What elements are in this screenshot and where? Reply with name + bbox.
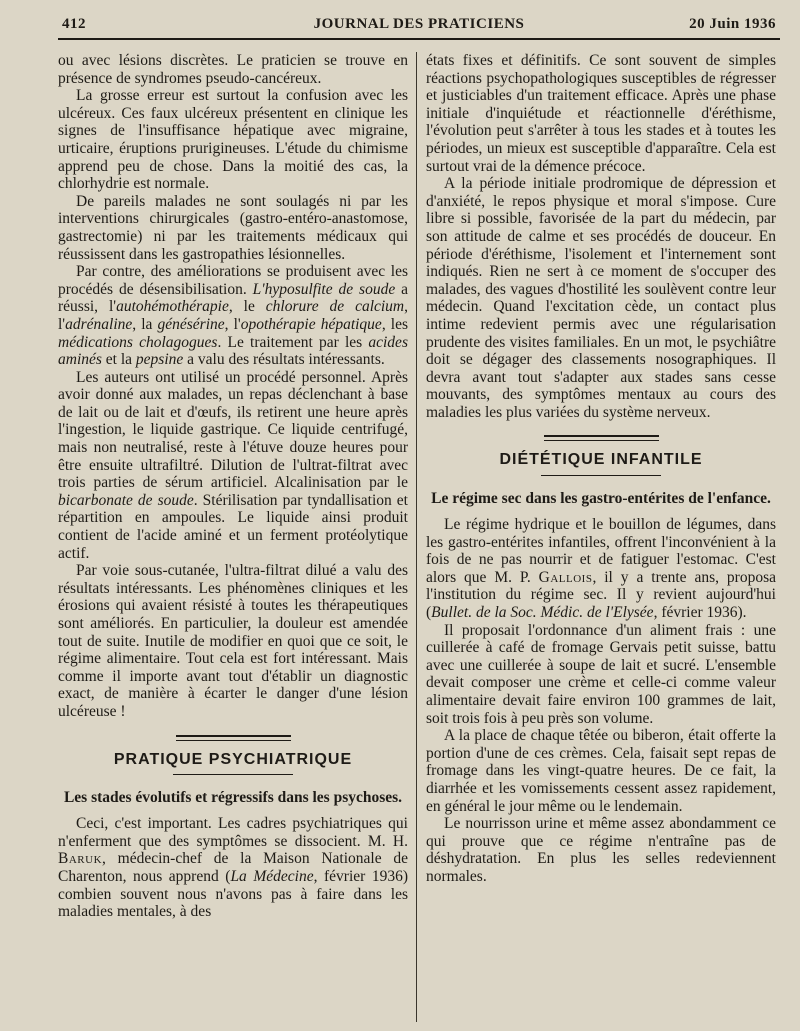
italic-term: adrénaline (65, 315, 133, 333)
article-title: Le régime sec dans les gastro-entérites de l'enfance. (431, 490, 771, 508)
column-divider (416, 52, 417, 1022)
italic-term: L'hyposulfite de soude (252, 280, 396, 298)
paragraph: Il proposait l'ordonnance d'un aliment frais : une cuillerée à café de fromage Gervais petit suisse, battu avec une cuillerée à soupe de lait et sucré. L'ensemble devait composer une crème et celle-ci comme valeur alimentaire devait faire environ 100 grammes de lait, soit trois fois à peu près son volume. (426, 621, 776, 727)
text-run: et la (101, 351, 136, 369)
paragraph (426, 516, 776, 622)
italic-term: autohémothérapie (116, 298, 229, 316)
italic-term: opothérapie hépatique (240, 315, 382, 333)
journal-citation: Bullet. de la Soc. Médic. de l'Elysée (431, 604, 654, 622)
text-run: , il y a trente ans, proposa l'institution du régime sec. Il y revient aujourd'hui ( (426, 568, 776, 622)
text-run: Par contre, des améliorations se produisent avec les procédés de désensibilisation. (58, 263, 408, 298)
italic-term: génésérine (157, 315, 225, 333)
paragraph (58, 263, 408, 369)
paragraph (58, 369, 408, 563)
page-number: 412 (62, 16, 86, 32)
paragraph: états fixes et définitifs. Ce sont souvent de simples réactions psychopathologiques susceptibles de régresser et justiciables d'un traitement efficace. Après une phase initiale d'inquiétude et réactionnelle d'éréthisme, l'évolution peut s'arrêter à tous les stades et à toutes les périodes, un mieux est susceptible d'apparaître. Cela est surtout vrai de la démence précoce. (426, 52, 776, 175)
italic-term: acides aminés (58, 333, 408, 369)
article-title: Les stades évolutifs et régressifs dans les psychoses. (63, 789, 403, 807)
text-run: . Stérilisation par tyndallisation et répartition en ampoules. Le liquide ainsi produit contient de l'acide aminé et un ferment protéolytique actif. (58, 491, 408, 562)
text-run: a valu des résultats intéressants. (183, 351, 385, 369)
issue-date: 20 Juin 1936 (689, 16, 776, 32)
running-header (58, 14, 780, 40)
paragraph: A la période initiale prodromique de dépression et d'anxiété, le repos physique et moral s'impose. Cure libre si possible, favorisée de la part du médecin, par son attitude de calme et ses procédés de douceur. En période d'éréthisme, l'isolement et l'internement sont indiqués. Rien ne sert à ce moment de s'occuper des malades, des vagues d'hostilité les soulèvent contre leur médecin. Quand l'excitation cède, un contact plus intime redevient permis avec une régularisation prudente des visites familiales. En un mot, le psychiâtre doit se dégager des classements nosographiques. Il devra avant tout s'adapter aux stades sans cesse mouvants, des symptômes mentaux au cours des maladies les plus variées du système nerveux. (426, 175, 776, 421)
journal-citation: La Médecine (230, 867, 314, 885)
text-run: , les (381, 315, 409, 333)
section-title: DIÉTÉTIQUE INFANTILE (499, 451, 703, 469)
section-rule (541, 475, 661, 476)
paragraph (58, 815, 408, 921)
left-column (58, 52, 408, 921)
text-run: , février 1936) combien souvent nous n'avons pas à faire dans les maladies mentales, à des (58, 867, 409, 921)
text-run: Ceci, c'est important. Les cadres psychiatriques qui n'enferment que des symptômes se dissocient. M. H. (58, 815, 408, 850)
text-run: , médecin-chef de la Maison Nationale de Charenton, nous apprend ( (58, 850, 408, 885)
journal-title: JOURNAL DES PRATICIENS (313, 16, 525, 32)
paragraph: A la place de chaque têtée ou biberon, était offerte la portion d'une de ces crèmes. Cela, faisait sept repas de fromage dans les vingt-quatre heures. De ce fait, la diarrhée et les vomissements cessent assez rapidement, en général le jour même ou le lendemain. (426, 727, 776, 815)
paragraph: ou avec lésions discrètes. Le praticien se trouve en présence de syndromes pseudo-cancéreux. (58, 52, 408, 87)
text-run: Les auteurs ont utilisé un procédé personnel. Après avoir donné aux malades, un repas déclenchant à base de lait ou de lait et d'œufs, ils retirent une heure après l'ingestion, le liquide gastrique. Ce liquide centrifugé, mais non neutralisé, reste à l'étuve douze heures pour être ensuite ultrafiltré. Dilution de l'ultrat-filtrat avec trois parties de sérum artificiel. Alcalinisation par le (58, 368, 408, 492)
italic-term: médications cholagogues (58, 333, 218, 351)
text-run: , le (228, 298, 266, 316)
author-name: Baruk (58, 850, 103, 868)
italic-term: chlorure de calcium (265, 298, 405, 316)
section-rule (173, 774, 293, 775)
paragraph: De pareils malades ne sont soulagés ni par les interventions chirurgicales (gastro-entéro-anastomose, gastrectomie) ni par les traitements médicaux qui réussissent dans les gastropathies lésionnelles. (58, 192, 408, 263)
right-column (426, 52, 776, 886)
author-name: Gallois (538, 568, 593, 586)
section-separator (176, 735, 291, 741)
text-run: . Le traitement par les (217, 333, 369, 351)
paragraph: La grosse erreur est surtout la confusion avec les ulcéreux. Ces faux ulcéreux présentent en clinique les signes de l'insuffisance hépatique avec migraine, urticaire, éruptions prurigineuses. L'étude du chimisme apprend peu de chose. Dans la moitié des cas, la chlorhydrie est normale. (58, 87, 408, 193)
section-separator (544, 435, 659, 441)
text-run: , l' (224, 315, 241, 333)
text-run: , la (132, 315, 158, 333)
text-run: , février 1936). (653, 604, 747, 622)
text-run: Le régime hydrique et le bouillon de légumes, dans les gastro-entérites infantiles, offrent l'inconvénient à la fois de ne pas nourrir et de fatiguer l'estomac. C'est alors que M. P. (426, 516, 776, 586)
text-run: a réussi, l' (58, 280, 408, 316)
paragraph: Par voie sous-cutanée, l'ultra-filtrat dilué a valu des résultats intéressants. Les phénomènes cliniques et les érosions qui avaient résisté à toutes les thérapeutiques sont améliorés. En particulier, la douleur est amendée tout de suite. Inutile de modifier en quoi que ce soit, le régime alimentaire. Tout cela est fort intéressant. Mais comme il importe avant tout d'établir un diagnostic exact, de manière à écarter le danger d'une lésion ulcéreuse ! (58, 562, 408, 720)
italic-term: bicarbonate de soude (58, 491, 194, 509)
text-run: , l' (58, 298, 409, 333)
italic-term: pepsine (135, 351, 184, 369)
section-title: PRATIQUE PSYCHIATRIQUE (113, 750, 353, 768)
paragraph: Le nourrisson urine et même assez abondamment ce qui prouve que ce régime n'entraîne pas de déshydratation. En plus les selles redeviennent normales. (426, 815, 776, 885)
